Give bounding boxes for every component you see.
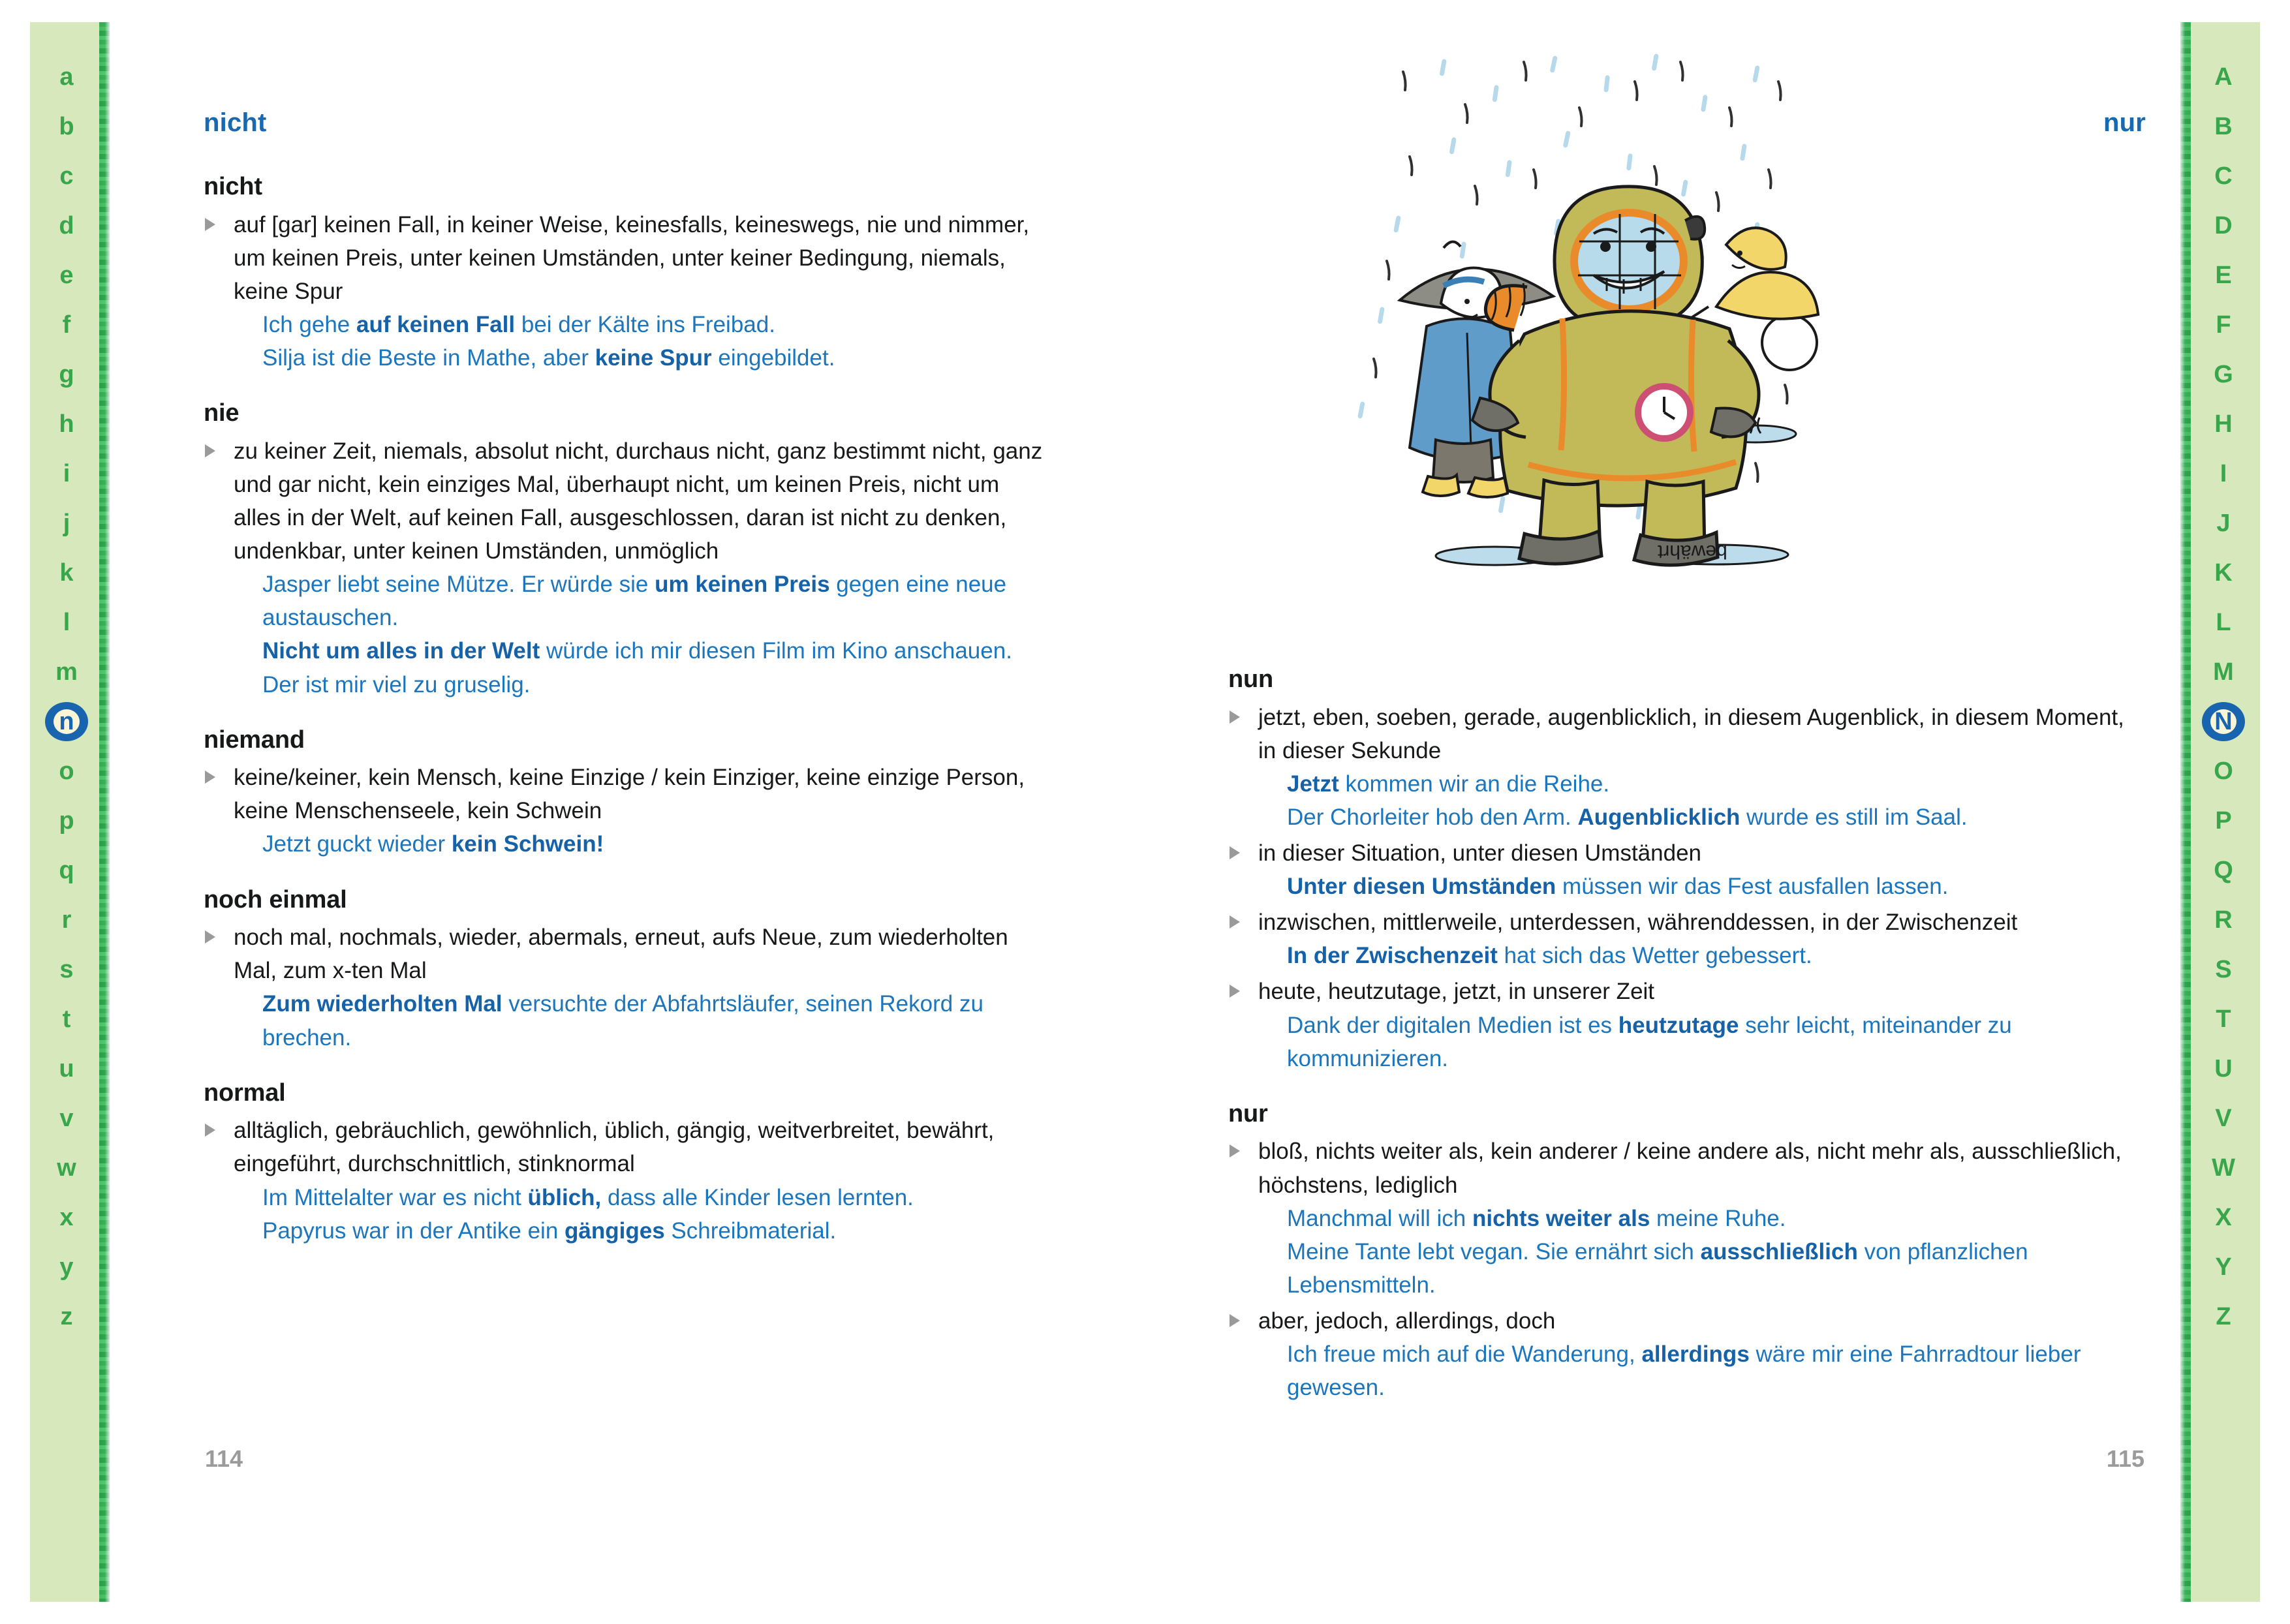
example-list: [1258, 1009, 2146, 1075]
entry-headword: niemand: [204, 726, 305, 754]
triangle-bullet-icon: [1230, 1314, 1240, 1327]
example-sentence: Ich gehe auf keinen Fall bei der Kälte ins Freibad.: [262, 311, 775, 337]
running-head-left: nicht: [204, 108, 267, 137]
entry-headword: nie: [204, 399, 240, 427]
alphabet-tab-letter-right-R[interactable]: R: [2214, 906, 2233, 934]
alphabet-tab-letter-left-l[interactable]: l: [63, 609, 70, 636]
alphabet-tab-letter-left-w[interactable]: w: [57, 1154, 76, 1182]
alphabet-tab-letter-left-z[interactable]: z: [60, 1303, 73, 1330]
page-number-left: 114: [205, 1445, 243, 1472]
example-highlight: ausschließlich: [1700, 1238, 1858, 1264]
alphabet-tab-letter-right-Y[interactable]: Y: [2215, 1253, 2232, 1281]
alphabet-tab-letter-left-j[interactable]: j: [63, 510, 70, 537]
example-highlight: In der Zwischenzeit: [1287, 943, 1498, 969]
example-list: [1258, 870, 2146, 903]
alphabet-tab-letter-right-I[interactable]: I: [2220, 460, 2227, 487]
alphabet-tab-letter-right-O[interactable]: O: [2214, 758, 2233, 785]
entry-sense: [1228, 1135, 2146, 1301]
triangle-bullet-icon: [205, 1124, 215, 1137]
alphabet-tab-letter-right-L[interactable]: L: [2216, 609, 2231, 636]
dictionary-entry: [204, 726, 1049, 861]
alphabet-tab-letter-left-x[interactable]: x: [59, 1204, 74, 1231]
alphabet-tab-letter-left-g[interactable]: g: [59, 361, 74, 388]
example-sentence: Papyrus war in der Antike ein gängiges Schreibmaterial.: [262, 1218, 837, 1244]
alphabet-tab-letter-left-s[interactable]: s: [59, 956, 74, 983]
dictionary-entry: [1228, 1100, 2146, 1404]
alphabet-tab-letter-right-E[interactable]: E: [2215, 262, 2232, 289]
example-sentence: Meine Tante lebt vegan. Sie ernährt sich ausschließlich von pflanzlichen Lebensmitteln.: [1287, 1238, 2028, 1298]
example-highlight: Augenblicklich: [1577, 804, 1741, 830]
alphabet-tab-letter-right-A[interactable]: A: [2214, 63, 2233, 91]
entry-headword: nun: [1228, 666, 1274, 693]
alphabet-tab-letter-left-p[interactable]: p: [59, 807, 74, 835]
entry-headword: nicht: [204, 173, 262, 200]
alphabet-tab-letter-right-F[interactable]: F: [2216, 311, 2231, 339]
dictionary-entry: [204, 173, 1049, 375]
alphabet-tab-left[interactable]: [30, 22, 103, 1602]
example-sentence: Manchmal will ich nichts weiter als meine Ruhe.: [1287, 1205, 1786, 1231]
alphabet-tab-letter-left-k[interactable]: k: [59, 559, 74, 587]
entry-sense: [204, 761, 1049, 861]
alphabet-tab-letter-left-e[interactable]: e: [59, 262, 74, 289]
synonym-list: keine/keiner, kein Mensch, keine Einzige / kein Einziger, keine einzige Person, keine Menschenseele, kein Schwein: [234, 765, 1025, 824]
example-sentence: Jasper liebt seine Mütze. Er würde sie um keinen Preis gegen eine neue austauschen.: [262, 572, 1007, 631]
alphabet-tab-letter-right-D[interactable]: D: [2214, 212, 2233, 239]
example-highlight: heutzutage: [1618, 1012, 1739, 1038]
alphabet-tab-letter-left-m[interactable]: m: [55, 658, 78, 686]
alphabet-tab-letter-left-d[interactable]: d: [59, 212, 74, 239]
entry-list-left: [204, 173, 1049, 1272]
example-sentence: Jetzt guckt wieder kein Schwein!: [262, 831, 604, 857]
entry-headword: nur: [1228, 1099, 1268, 1127]
synonym-list: bloß, nichts weiter als, kein anderer / keine andere als, nicht mehr als, ausschließlich, höchstens, lediglich: [1258, 1139, 2122, 1198]
triangle-bullet-icon: [205, 771, 215, 784]
triangle-bullet-icon: [1230, 915, 1240, 928]
dictionary-entry: [204, 399, 1049, 701]
entry-sense: [204, 1114, 1049, 1247]
entry-headword: normal: [204, 1079, 286, 1107]
example-list: [1258, 1338, 2146, 1404]
triangle-bullet-icon: [1230, 846, 1240, 859]
example-highlight: Unter diesen Umständen: [1287, 874, 1556, 900]
example-sentence: Dank der digitalen Medien ist es heutzutage sehr leicht, miteinander zu kommunizieren.: [1287, 1012, 2012, 1071]
alphabet-tab-letter-right-V[interactable]: V: [2215, 1105, 2232, 1132]
running-head-right: nur: [2103, 108, 2146, 137]
example-sentence: Der Chorleiter hob den Arm. Augenblicklich wurde es still im Saal.: [1287, 804, 1968, 830]
example-highlight: Zum wiederholten Mal: [262, 991, 503, 1017]
example-highlight: gängiges: [565, 1218, 665, 1244]
example-sentence: In der Zwischenzeit hat sich das Wetter gebessert.: [1287, 943, 1812, 969]
triangle-bullet-icon: [1230, 1144, 1240, 1157]
alphabet-tab-letter-left-b[interactable]: b: [59, 113, 74, 140]
example-list: [234, 1181, 1049, 1248]
alphabet-tab-right[interactable]: [2187, 22, 2260, 1602]
alphabet-tab-letter-left-c[interactable]: c: [59, 162, 74, 190]
entry-sense: [1228, 701, 2146, 834]
alphabet-tab-letter-right-B[interactable]: B: [2214, 113, 2233, 140]
synonym-list: noch mal, nochmals, wieder, abermals, erneut, aufs Neue, zum wiederholten Mal, zum x-ten Mal: [234, 925, 1008, 984]
synonym-list: zu keiner Zeit, niemals, absolut nicht, durchaus nicht, ganz bestimmt nicht, ganz und gar nicht, kein einziges Mal, überhaupt nicht, um keinen Preis, nicht um alles in der Welt, auf keinen Fall, ausgeschlossen, daran ist nicht zu denken, undenkbar, unter keinen Umständen, unmöglich: [234, 438, 1043, 564]
alphabet-tab-letter-right-J[interactable]: J: [2216, 510, 2231, 537]
example-highlight: keine Spur: [595, 345, 712, 371]
alphabet-tab-letter-right-Z[interactable]: Z: [2216, 1303, 2231, 1330]
dictionary-entry: [1228, 666, 2146, 1075]
dictionary-entry: [204, 1079, 1049, 1248]
entry-headword: noch einmal: [204, 885, 347, 913]
synonym-list: auf [gar] keinen Fall, in keiner Weise, keinesfalls, keineswegs, nie und nimmer, um keinen Preis, unter keinen Umständen, unter keiner Bedingung, niemals, keine Spur: [234, 211, 1030, 304]
page-left: [196, 0, 1057, 1624]
alphabet-tab-letter-right-P[interactable]: P: [2215, 807, 2232, 835]
triangle-bullet-icon: [205, 444, 215, 457]
synonym-list: jetzt, eben, soeben, gerade, augenblicklich, in diesem Augenblick, in diesem Moment, in dieser Sekunde: [1258, 704, 2124, 763]
entry-list-right: [1228, 666, 2146, 1429]
example-sentence: Nicht um alles in der Welt würde ich mir diesen Film im Kino anschauen. Der ist mir viel zu gruselig.: [262, 638, 1012, 697]
example-sentence: Zum wiederholten Mal versuchte der Abfahrtsläufer, seinen Rekord zu brechen.: [262, 991, 983, 1050]
triangle-bullet-icon: [1230, 711, 1240, 724]
alphabet-tab-letter-left-q[interactable]: q: [59, 857, 74, 884]
example-highlight: Nicht um alles in der Welt: [262, 638, 540, 664]
alphabet-tab-letter-left-o[interactable]: o: [59, 758, 74, 785]
example-highlight: nichts weiter als: [1472, 1205, 1650, 1231]
alphabet-tab-letter-left-y[interactable]: y: [59, 1253, 74, 1281]
example-sentence: Ich freue mich auf die Wanderung, allerdings wäre mir eine Fahrradtour lieber gewesen.: [1287, 1341, 2081, 1401]
example-list: [234, 987, 1049, 1054]
example-list: [234, 827, 1049, 861]
synonym-list: inzwischen, mittlerweile, unterdessen, währenddessen, in der Zwischenzeit: [1258, 910, 2018, 936]
dictionary-entry: [204, 886, 1049, 1054]
example-list: [234, 568, 1049, 701]
example-highlight: üblich,: [527, 1184, 602, 1210]
example-list: [1258, 1202, 2146, 1302]
example-sentence: Im Mittelalter war es nicht üblich, dass alle Kinder lesen lernten.: [262, 1184, 914, 1210]
alphabet-tab-letter-left-r[interactable]: r: [61, 906, 72, 934]
alphabet-tab-letter-left-f[interactable]: f: [62, 311, 71, 339]
alphabet-tab-letter-left-n[interactable]: [30, 697, 103, 746]
alphabet-tab-letter-left-a[interactable]: a: [59, 63, 74, 91]
example-list: [1258, 767, 2146, 834]
example-sentence: Silja ist die Beste in Mathe, aber keine Spur eingebildet.: [262, 345, 835, 371]
example-highlight: auf keinen Fall: [356, 311, 516, 337]
entry-sense: [1228, 906, 2146, 972]
synonym-list: heute, heutzutage, jetzt, in unserer Zeit: [1258, 979, 1655, 1005]
alphabet-tab-letter-right-H[interactable]: H: [2214, 410, 2233, 438]
alphabet-tab-letter-left-t[interactable]: t: [62, 1005, 71, 1033]
example-highlight: um keinen Preis: [655, 572, 830, 598]
alphabet-tab-letter-right-U[interactable]: U: [2214, 1055, 2233, 1082]
synonym-list: in dieser Situation, unter diesen Umständen: [1258, 840, 1702, 866]
synonym-list: alltäglich, gebräuchlich, gewöhnlich, üblich, gängig, weitverbreitet, bewährt, eingeführt, durchschnittlich, stinknormal: [234, 1118, 995, 1177]
alphabet-tab-letter-right-G[interactable]: G: [2214, 361, 2233, 388]
alphabet-tab-letter-left-v[interactable]: v: [59, 1105, 74, 1132]
alphabet-tab-letter-right-N[interactable]: [2187, 697, 2260, 746]
example-highlight: kein Schwein!: [451, 831, 604, 857]
triangle-bullet-icon: [1230, 985, 1240, 998]
example-sentence: Unter diesen Umständen müssen wir das Fest ausfallen lassen.: [1287, 874, 1949, 900]
alphabet-tab-letter-right-K[interactable]: K: [2214, 559, 2233, 587]
page-number-right: 115: [2106, 1445, 2144, 1472]
triangle-bullet-icon: [205, 930, 215, 943]
illustration-caption: bewährt: [1658, 541, 1727, 562]
alphabet-tab-letter-left-u[interactable]: u: [59, 1055, 74, 1082]
example-sentence: Jetzt kommen wir an die Reihe.: [1287, 771, 1610, 797]
entry-sense: [1228, 1304, 2146, 1404]
alphabet-tab-letter-right-Q[interactable]: Q: [2214, 857, 2233, 884]
illustration-rain-scene: [1299, 46, 1821, 568]
entry-sense: [204, 435, 1049, 701]
synonym-list: aber, jedoch, allerdings, doch: [1258, 1308, 1556, 1334]
entry-sense: [204, 208, 1049, 375]
alphabet-tab-letter-right-S[interactable]: S: [2215, 956, 2232, 983]
example-list: [1258, 939, 2146, 972]
entry-sense: [204, 921, 1049, 1054]
entry-sense: [1228, 836, 2146, 903]
alphabet-tab-letter-left-i[interactable]: i: [63, 460, 70, 487]
alphabet-tab-letter-right-M[interactable]: M: [2213, 658, 2234, 686]
entry-sense: [1228, 975, 2146, 1075]
alphabet-tab-letter-right-T[interactable]: T: [2216, 1005, 2231, 1033]
example-highlight: Jetzt: [1287, 771, 1339, 797]
active-letter-glyph: N: [2214, 708, 2233, 735]
active-letter-glyph: n: [59, 708, 74, 735]
example-list: [234, 308, 1049, 375]
alphabet-tab-letter-right-W[interactable]: W: [2212, 1154, 2235, 1182]
example-highlight: allerdings: [1641, 1341, 1750, 1367]
alphabet-tab-letter-right-C[interactable]: C: [2214, 162, 2233, 190]
triangle-bullet-icon: [205, 218, 215, 231]
alphabet-tab-letter-left-h[interactable]: h: [59, 410, 74, 438]
alphabet-tab-letter-right-X[interactable]: X: [2215, 1204, 2232, 1231]
